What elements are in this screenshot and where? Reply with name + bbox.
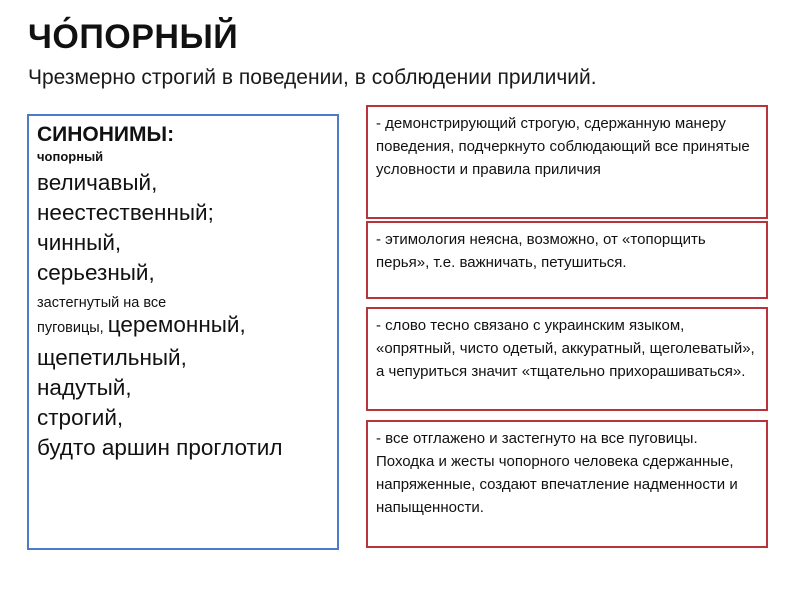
synonym-item: церемонный, <box>107 312 246 337</box>
synonym-item: надутый, <box>37 375 132 400</box>
synonyms-heading: СИНОНИМЫ: <box>37 123 175 146</box>
synonyms-head-word: чопорный <box>37 149 104 164</box>
page-title: ЧО́ПОРНЫЙ <box>28 18 239 56</box>
definition: Чрезмерно строгий в поведении, в соблюдении приличий. <box>28 66 597 89</box>
synonym-item: строгий, <box>37 405 124 430</box>
synonym-item: будто аршин проглотил <box>37 435 283 460</box>
note-definition: - демонстрирующий строгую, сдержанную манеру поведения, подчеркнуто соблюдающий все принятые условности и правила приличия <box>366 105 768 219</box>
synonym-item: чинный, <box>37 230 122 255</box>
note-etymology: - этимология неясна, возможно, от «топорщить перья», т.е. важничать, петушиться. <box>366 221 768 299</box>
synonym-item: серьезный, <box>37 260 155 285</box>
note-ukrainian: - слово тесно связано с украинским языком, «опрятный, чисто одетый, аккуратный, щеголеватый», а чепуриться значит «тщательно прихорашиваться». <box>366 307 768 411</box>
synonym-phrase-line2 <box>37 314 337 339</box>
synonym-item: величавый, <box>37 170 158 195</box>
synonym-item: щепетильный, <box>37 345 187 370</box>
synonym-phrase: застегнутый на все <box>37 295 167 311</box>
synonym-phrase-end: пуговицы, <box>37 320 104 336</box>
note-description: - все отглажено и застегнуто на все пуговицы. Походка и жесты чопорного человека сдержанные, напряженные, создают впечатление надменности и напыщенности. <box>366 420 768 548</box>
synonym-item: неестественный; <box>37 200 214 225</box>
synonyms-box <box>27 114 339 550</box>
